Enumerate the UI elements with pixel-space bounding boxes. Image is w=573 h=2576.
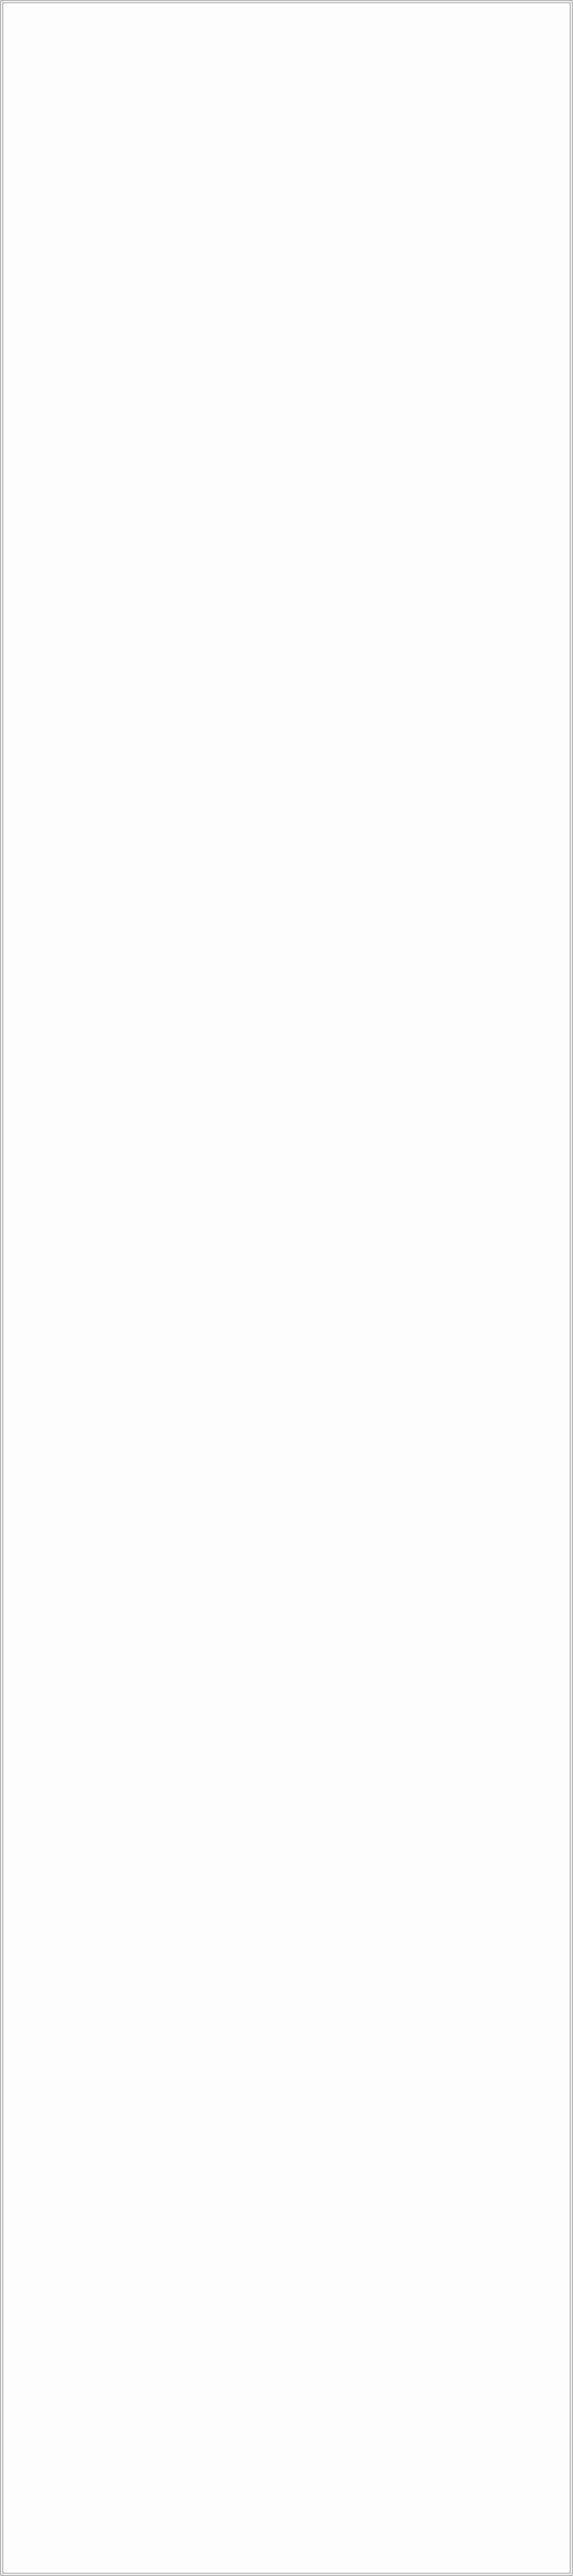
blank-content-area — [3, 3, 570, 2573]
page-frame-outer — [1, 1, 572, 2575]
